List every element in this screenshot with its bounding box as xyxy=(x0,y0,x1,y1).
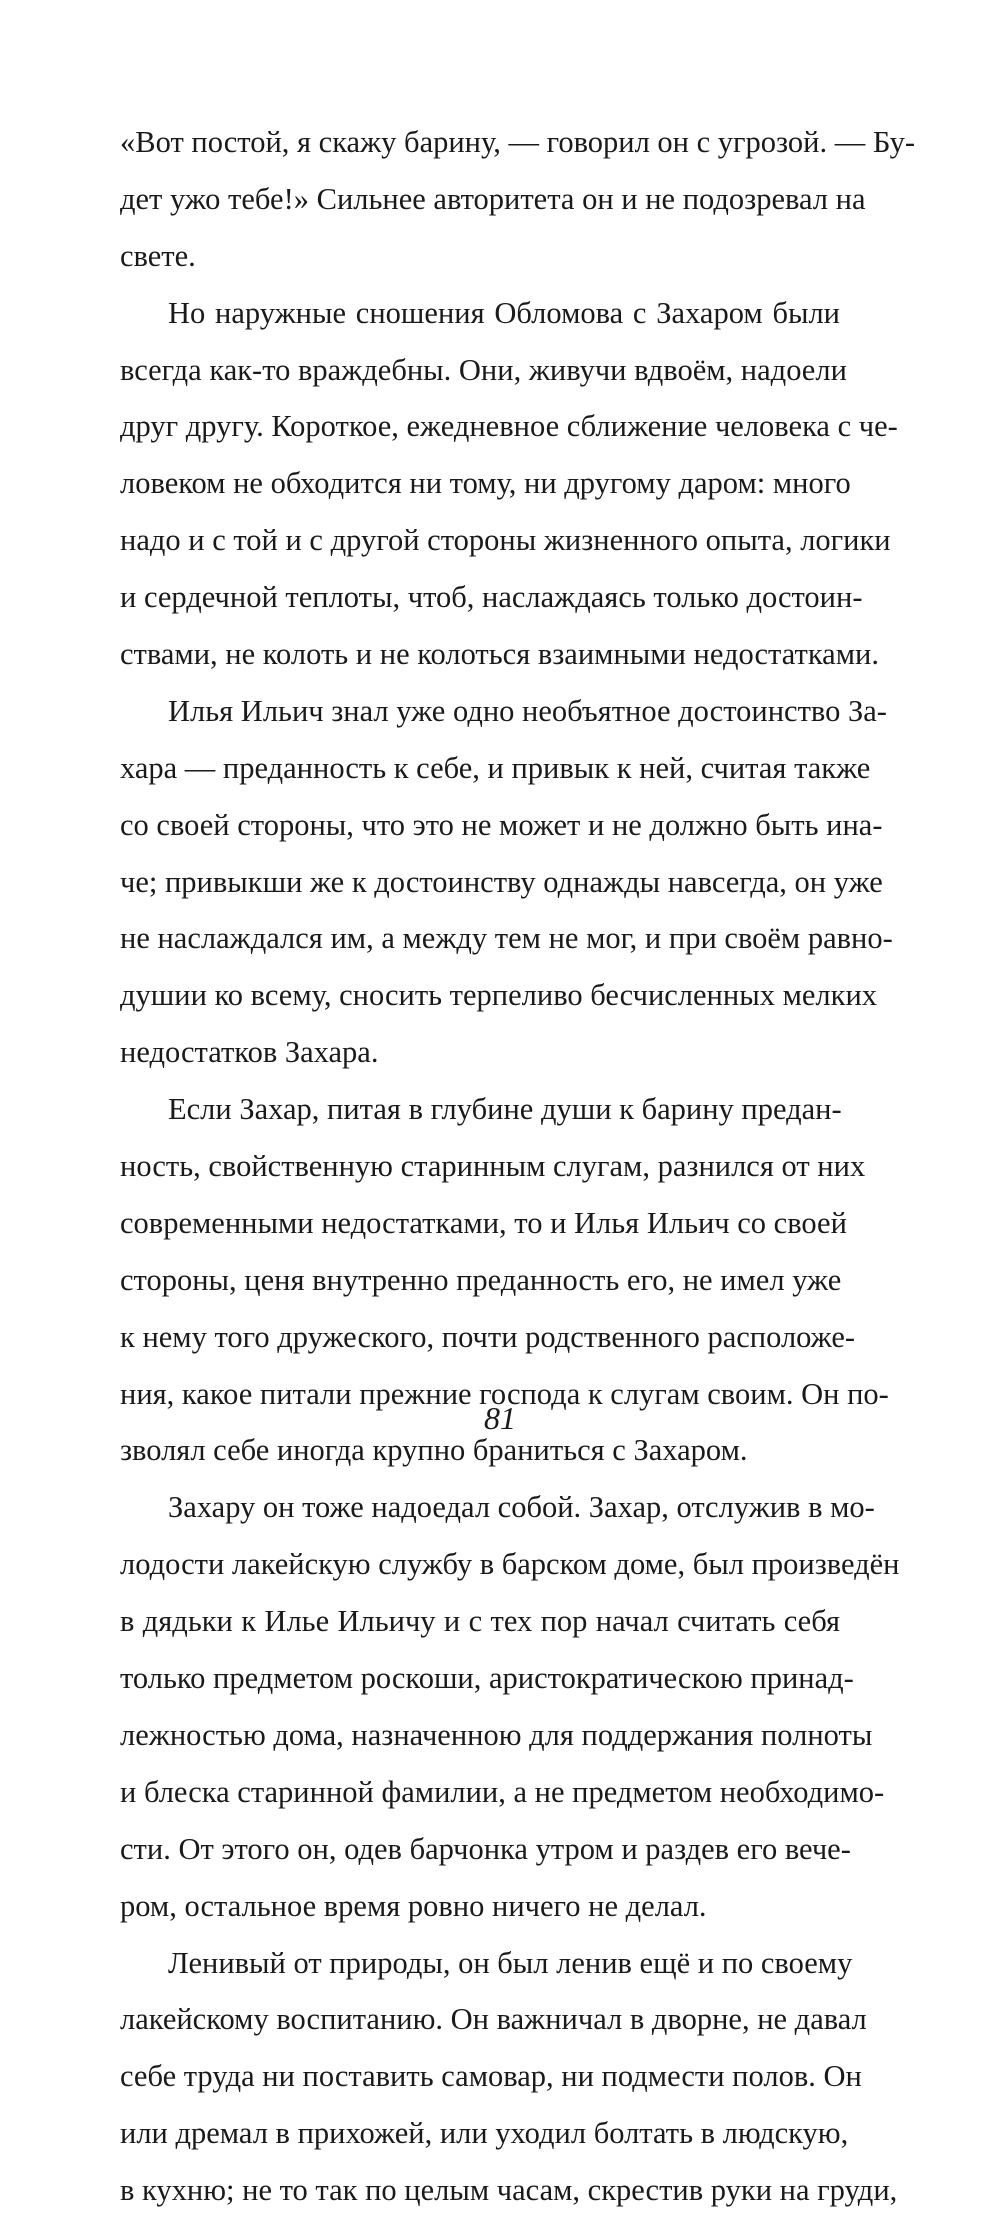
text-line: лежностью дома, назначенною для поддержания полноты xyxy=(120,1717,873,1752)
text-line: сти. От этого он, одев барчонка утром и раздев его вече- xyxy=(120,1831,851,1866)
text-line: ром, остальное время ровно ничего не делал. xyxy=(120,1888,707,1923)
book-page-body xyxy=(120,114,916,2219)
text-line: лакейскому воспитанию. Он важничал в дворне, не давал xyxy=(120,2002,867,2037)
text-line: стороны, ценя внутренно преданность его, не имел уже xyxy=(120,1262,842,1297)
text-line: и сердечной теплоты, чтоб, наслаждаясь только достоин- xyxy=(120,580,863,615)
text-line: современными недостатками, то и Илья Ильич со своей xyxy=(120,1205,847,1240)
text-line: дет ужо тебе!» Сильнее авторитета он и не подозревал на xyxy=(120,181,866,216)
text-line: всегда как-то враждебны. Они, живучи вдвоём, надоели xyxy=(120,352,847,387)
text-line: ствами, не колоть и не колоться взаимными недостатками. xyxy=(120,637,879,672)
text-line: лодости лакейскую службу в барском доме, был произведён xyxy=(120,1547,900,1582)
text-line: ловеком не обходится ни тому, ни другому даром: много xyxy=(120,466,851,501)
text-line: Захару он тоже надоедал собой. Захар, отслужив в мо- xyxy=(168,1490,875,1525)
text-line: Если Захар, питая в глубине души к барину предан- xyxy=(168,1092,842,1127)
text-line: Ленивый от природы, он был ленив ещё и по своему xyxy=(168,1945,853,1980)
text-line: в кухню; не то так по целым часам, скрестив руки на груди, xyxy=(120,2173,898,2208)
text-line: друг другу. Короткое, ежедневное сближение человека с че- xyxy=(120,409,898,444)
text-line: к нему того дружеского, почти родственного расположе- xyxy=(120,1319,856,1354)
text-line: надо и с той и с другой стороны жизненного опыта, логики xyxy=(120,523,891,558)
text-line: себе труда ни поставить самовар, ни подмести полов. Он xyxy=(120,2059,862,2094)
text-line: только предметом роскоши, аристократическою принад- xyxy=(120,1661,854,1696)
text-line: че; привыкши же к достоинству однажды навсегда, он уже xyxy=(120,864,883,899)
text-line: свете. xyxy=(120,238,196,273)
text-line: и блеска старинной фамилии, а не предметом необходимо- xyxy=(120,1774,885,1809)
text-line: в дядьки к Илье Ильичу и с тех пор начал считать себя xyxy=(120,1604,840,1639)
text-line: Но наружные сношения Обломова с Захаром были xyxy=(168,295,840,330)
text-line: ния, какое питали прежние господа к слугам своим. Он по- xyxy=(120,1376,889,1411)
text-line: не наслаждался им, а между тем не мог, и при своём равно- xyxy=(120,921,893,956)
page-number: 81 xyxy=(484,1400,516,1436)
text-line: или дремал в прихожей, или уходил болтать в людскую, xyxy=(120,2116,849,2151)
text-line: недостатков Захара. xyxy=(120,1035,379,1070)
text-line: душии ко всему, сносить терпеливо бесчисленных мелких xyxy=(120,978,878,1013)
text-line: хара — преданность к себе, и привык к ней, считая также xyxy=(120,750,871,785)
text-line: ность, свойственную старинным слугам, разнился от них xyxy=(120,1149,866,1184)
text-line: зволял себе иногда крупно браниться с Захаром. xyxy=(120,1433,748,1468)
text-line: Илья Ильич знал уже одно необъятное достоинство За- xyxy=(168,693,887,728)
text-line: со своей стороны, что это не может и не должно быть ина- xyxy=(120,807,883,842)
text-line: «Вот постой, я скажу барину, — говорил он с угрозой. — Бу- xyxy=(120,125,916,159)
